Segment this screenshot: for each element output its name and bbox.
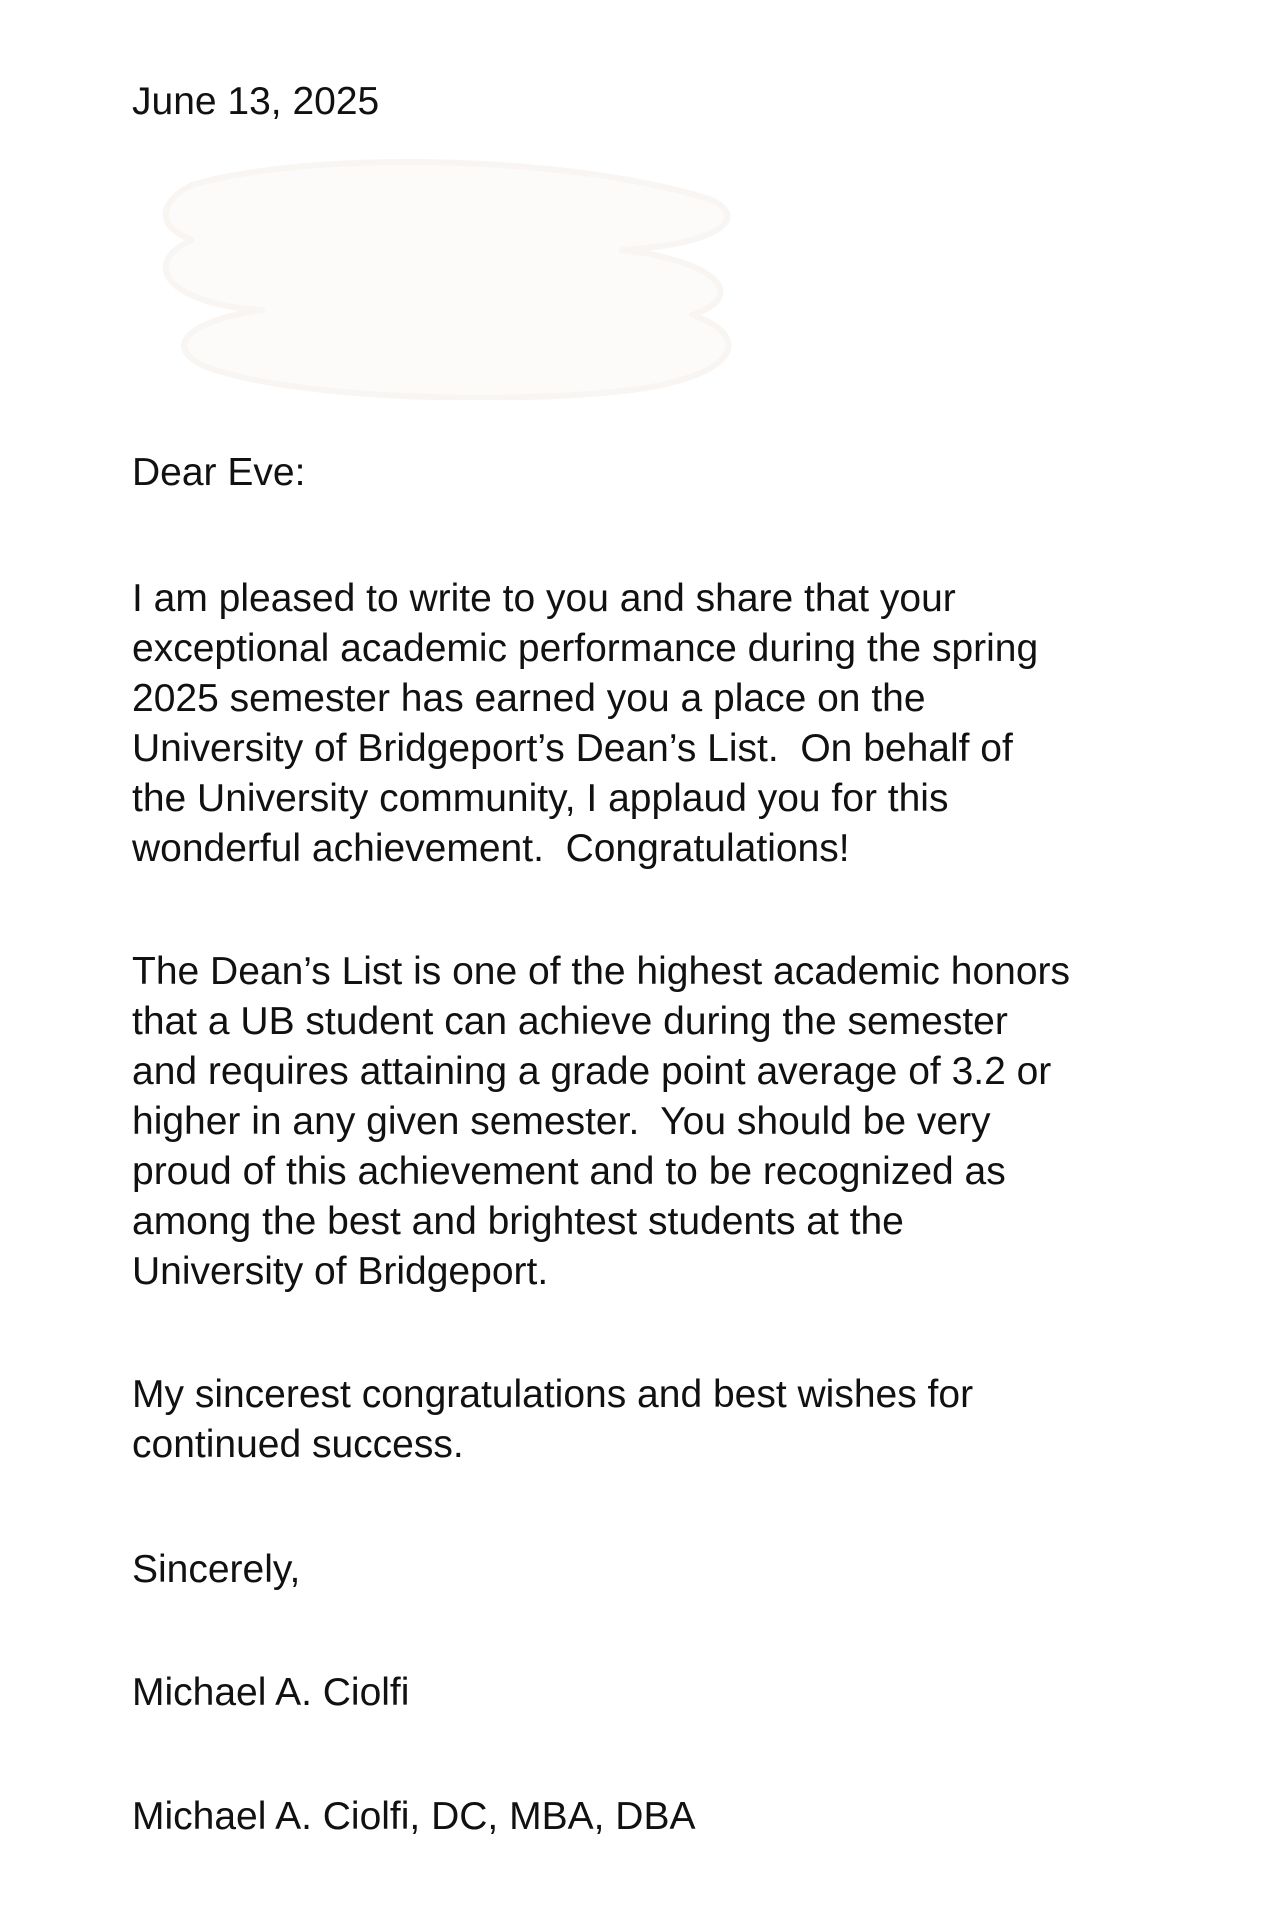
paragraph-line: 2025 semester has earned you a place on the <box>132 677 926 720</box>
salutation: Dear Eve: <box>132 451 306 494</box>
paragraph-line: I am pleased to write to you and share that your <box>132 577 956 620</box>
paragraph-line: The Dean’s List is one of the highest academic honors <box>132 950 1070 993</box>
paragraph-line: University of Bridgeport. <box>132 1250 549 1293</box>
body-paragraph-3 <box>132 1370 1152 1470</box>
body-paragraph-2 <box>132 947 1152 1297</box>
paragraph-line: wonderful achievement. Congratulations! <box>132 827 850 870</box>
body-paragraph-1 <box>132 574 1152 874</box>
paragraph-line: among the best and brightest students at the <box>132 1200 904 1243</box>
closing: Sincerely, <box>132 1548 301 1591</box>
paragraph-line: and requires attaining a grade point average of 3.2 or <box>132 1050 1052 1093</box>
signature: Michael A. Ciolfi <box>132 1671 410 1714</box>
signer-name-title: Michael A. Ciolfi, DC, MBA, DBA <box>132 1795 696 1838</box>
paragraph-line: exceptional academic performance during the spring <box>132 627 1039 670</box>
paragraph-line: University of Bridgeport’s Dean’s List. On behalf of <box>132 727 1013 770</box>
paragraph-line: the University community, I applaud you for this <box>132 777 949 820</box>
paragraph-line: proud of this achievement and to be recognized as <box>132 1150 1006 1193</box>
paragraph-line: continued success. <box>132 1423 464 1466</box>
paragraph-line: higher in any given semester. You should be very <box>132 1100 991 1143</box>
letter-date: June 13, 2025 <box>132 80 380 123</box>
paragraph-line: that a UB student can achieve during the semester <box>132 1000 1008 1043</box>
paragraph-line: My sincerest congratulations and best wishes for <box>132 1373 974 1416</box>
redaction-mark <box>152 145 742 400</box>
